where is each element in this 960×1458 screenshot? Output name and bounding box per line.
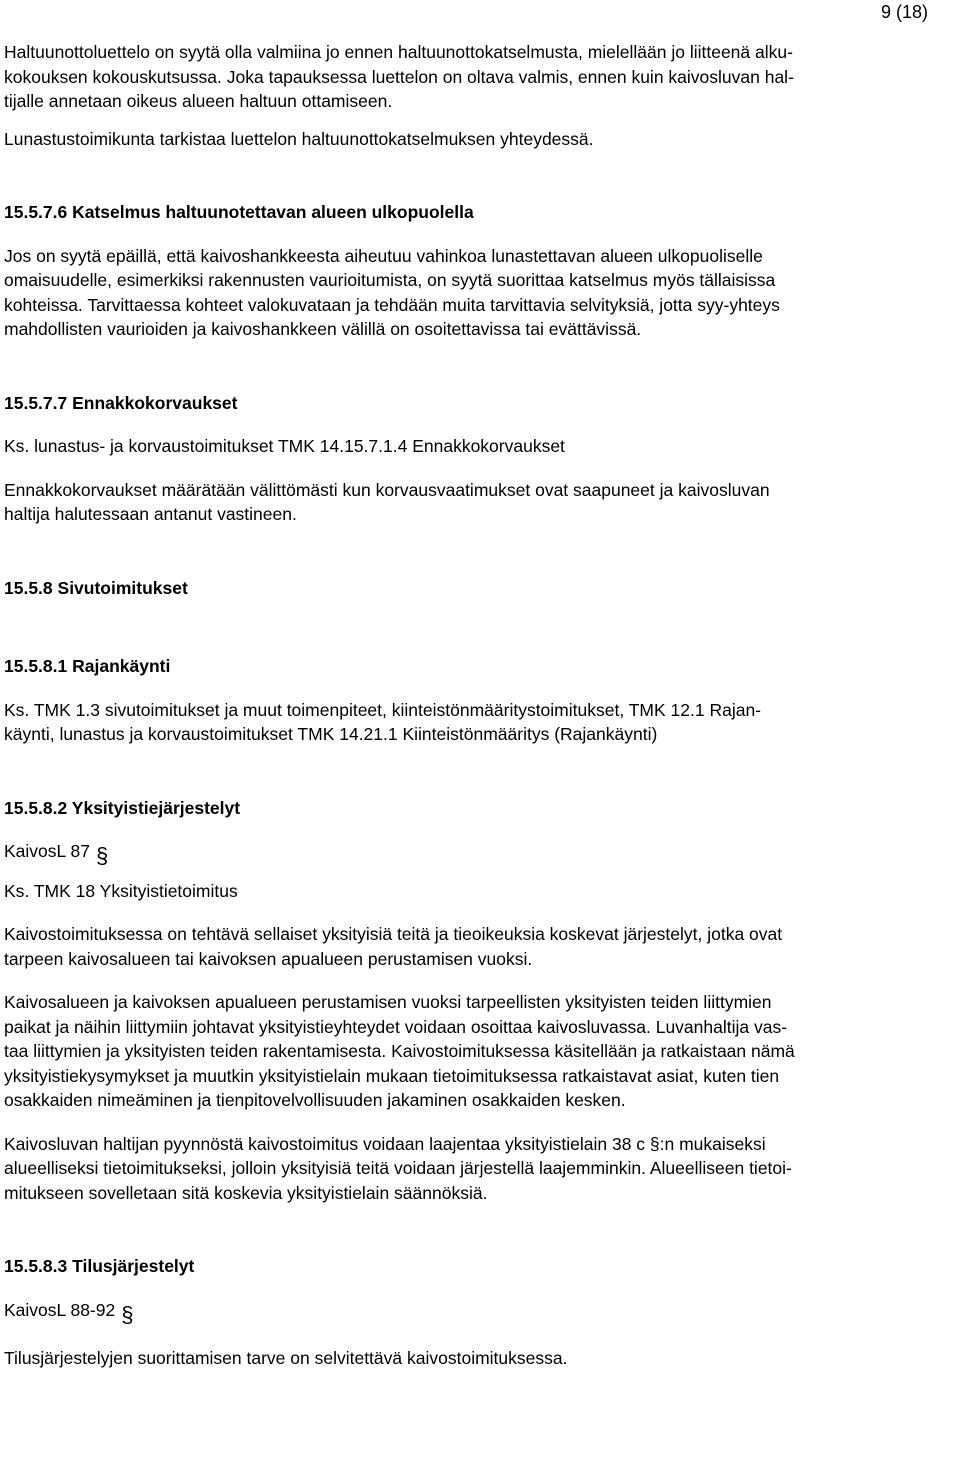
text-line: Haltuunottoluettelo on syytä olla valmiina jo ennen haltuunottokatselmusta, mielellään jo liitteenä alku-: [4, 42, 793, 62]
section-paragraph: [4, 698, 954, 747]
intro-paragraph-1: [4, 40, 954, 114]
text-line: Ks. TMK 1.3 sivutoimitukset ja muut toimenpiteet, kiinteistönmääritystoimitukset, TMK 12.1 Rajan-: [4, 699, 762, 720]
page-number: 9 (18): [880, 2, 928, 22]
text-line: Ennakkokorvaukset määrätään välittömästi kun korvausvaatimukset ovat saapuneet ja kaivosluvan: [4, 479, 770, 500]
law-reference-text: KaivosL 88-92: [4, 1299, 116, 1320]
text-line: haltija halutessaan antanut vastineen.: [4, 504, 297, 524]
text-line: Kaivosalueen ja kaivoksen apualueen perustamisen vuoksi tarpeellisten yksityisten teiden liittymien: [4, 992, 772, 1012]
section-heading-15-5-8-3: 15.5.8.3 Tilusjärjestelyt: [4, 1256, 195, 1276]
text-line: tarpeen kaivosalueen tai kaivoksen apualueen perustamisen vuoksi.: [4, 948, 533, 969]
tmk-reference: Ks. TMK 18 Yksityistietoimitus: [4, 880, 238, 901]
text-line: mitukseen sovelletaan sitä koskevia yksityistielain säännöksiä.: [4, 1182, 488, 1203]
section-paragraph: Tilusjärjestelyjen suorittamisen tarve on selvitettävä kaivostoimituksessa.: [4, 1348, 568, 1368]
law-reference: [4, 839, 954, 869]
section-heading-15-5-7-6: 15.5.7.6 Katselmus haltuunotettavan alueen ulkopuolella: [4, 202, 474, 222]
paragraph-symbol-icon: §: [95, 843, 109, 868]
text-line: omaisuudelle, esimerkiksi rakennusten vaurioitumista, on syytä suorittaa katselmus myös tällaisissa: [4, 270, 776, 290]
text-line: käynti, lunastus ja korvaustoimitukset TMK 14.21.1 Kiinteistönmääritys (Rajankäynti): [4, 724, 658, 744]
text-line: osakkaiden nimeäminen ja tienpitovelvollisuuden jakaminen osakkaiden kesken.: [4, 1090, 626, 1110]
text-line: alueelliseksi tietoimitukseksi, jolloin yksityisiä teitä voidaan järjestellä laajemminkin. Alueelliseen tietoi-: [4, 1158, 792, 1178]
section-paragraph: [4, 244, 954, 342]
text-line: Jos on syytä epäillä, että kaivoshankkeesta aiheutuu vahinkoa lunastettavan alueen ulkopuoliselle: [4, 245, 763, 266]
section-paragraph: [4, 990, 954, 1113]
document-body: [4, 40, 954, 1371]
text-line: kohteissa. Tarvittaessa kohteet valokuvataan ja tehdään muita tarvittavia selvityksiä, jotta syy-yhteys: [4, 294, 780, 315]
section-paragraph: [4, 478, 954, 527]
law-reference: [4, 1298, 954, 1328]
text-line: taa liittymien ja yksityisten teiden rakentamisesta. Kaivostoimituksessa käsitellään ja ratkaistaan nämä: [4, 1041, 795, 1061]
text-line: mahdollisten vaurioiden ja kaivoshankkeen välillä on osoitettavissa tai evättävissä.: [4, 319, 642, 339]
text-line: tijalle annetaan oikeus alueen haltuun ottamiseen.: [4, 91, 393, 111]
section-paragraph: [4, 922, 954, 971]
text-line: paikat ja näihin liittymiin johtavat yksityistieyhteydet voidaan osoittaa kaivosluvassa. Luvanhaltija vas-: [4, 1016, 788, 1037]
intro-paragraph-2: Lunastustoimikunta tarkistaa luettelon haltuunottokatselmuksen yhteydessä.: [4, 128, 594, 149]
section-paragraph: [4, 1132, 954, 1206]
section-heading-15-5-8: 15.5.8 Sivutoimitukset: [4, 577, 188, 598]
section-heading-15-5-8-1: 15.5.8.1 Rajankäynti: [4, 656, 171, 676]
law-reference-text: KaivosL 87: [4, 841, 90, 861]
text-line: yksityistiekysymykset ja muutkin yksityistielain mukaan tietoimituksessa ratkaistavat asiat, kuten tien: [4, 1065, 780, 1086]
section-heading-15-5-8-2: 15.5.8.2 Yksityistiejärjestelyt: [4, 797, 241, 818]
section-heading-15-5-7-7: 15.5.7.7 Ennakkokorvaukset: [4, 392, 238, 413]
text-line: Kaivostoimituksessa on tehtävä sellaiset yksityisiä teitä ja tieoikeuksia koskevat järjestelyt, jotka ovat: [4, 924, 783, 944]
paragraph-symbol-icon: §: [121, 1301, 134, 1327]
reference-line: Ks. lunastus- ja korvaustoimitukset TMK 14.15.7.1.4 Ennakkokorvaukset: [4, 436, 565, 456]
text-line: Kaivosluvan haltijan pyynnöstä kaivostoimitus voidaan laajentaa yksityistielain 38 c §:n mukaiseksi: [4, 1133, 766, 1154]
text-line: kokouksen kokouskutsussa. Joka tapauksessa luettelon on oltava valmis, ennen kuin kaivosluvan hal-: [4, 66, 794, 87]
